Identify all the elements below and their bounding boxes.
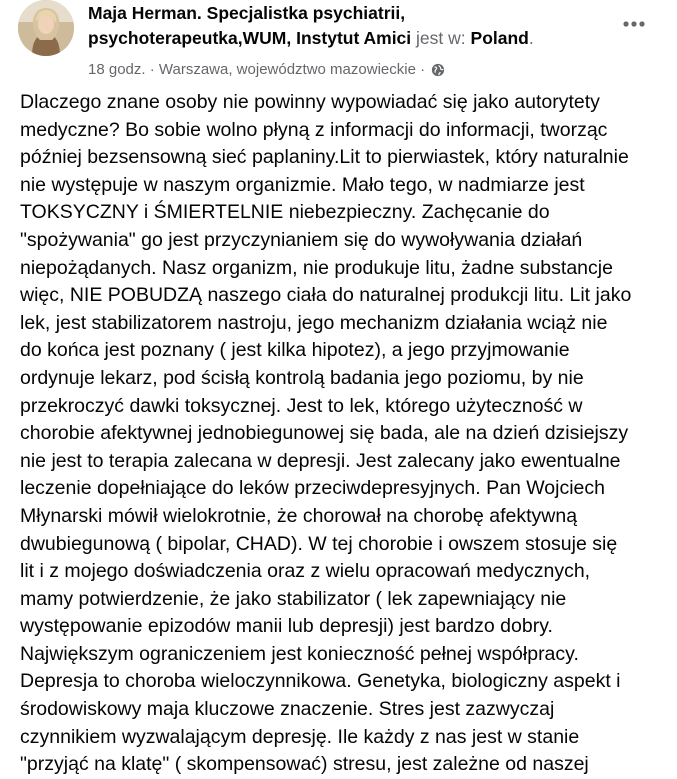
post-text-line: przekroczyć dawki toksycznej. Jest to lek, którego użyteczność w [20, 394, 583, 417]
post-text-line: "spożywania" go jest przyczynianiem się do wywoływania działań [20, 228, 583, 251]
more-horizontal-icon [623, 21, 645, 27]
post-location[interactable]: Warszawa, województwo mazowieckie [158, 61, 416, 79]
post-text-line: ordynuje lekarz, pod ścisłą kontrolą badania jego poziomu, by nie [20, 366, 584, 389]
globe-icon[interactable] [431, 63, 445, 77]
post-text-line: Depresja to choroba wieloczynnikowa. Genetyka, biologiczny aspekt i [20, 670, 621, 693]
post-text-line: lek, jest stabilizatorem nastroju, jego mechanizm działania wciąż nie [20, 311, 608, 334]
post-text-line: leczenie dopełniające do leków przeciwdepresyjnych. Pan Wojciech [20, 477, 605, 500]
post-text-line: środowiskowy maja kluczowe znaczenie. Stres jest zazwyczaj [20, 698, 555, 721]
post-text-line: do końca jest poznany ( jest kilka hipotez), a jego przyjmowanie [20, 339, 570, 362]
post-timestamp[interactable]: 18 godz. [88, 61, 146, 79]
post-text-line: lit i z mojego doświadczenia oraz z wielu opracowań medycznych, [20, 560, 591, 583]
post-text-line: mamy potwierdzenie, że jako stabilizator ( lek zapewniający nie [20, 587, 567, 610]
post-text-line: nie występuje w naszym organizmie. Mało tego, w nadmiarze jest [20, 173, 585, 196]
post-text-line: niepożądanych. Nasz organizm, nie produkuje litu, żadne substancje [20, 256, 613, 279]
place-suffix: . [528, 28, 534, 48]
post-text-line: TOKSYCZNY i ŚMIERTELNIE niebezpieczny. Zachęcanie do [20, 201, 550, 224]
post-header [0, 0, 677, 88]
post-text-line: Największym ograniczeniem jest konieczność pełnej współpracy. [20, 642, 579, 665]
post-text-line: Dlaczego znane osoby nie powinny wypowiadać się jako autorytety [20, 91, 600, 113]
post-text-line: później bezsensowną sieć paplaniny.Lit to pierwiastek, który naturalnie [20, 146, 629, 169]
post-text-line: dwubiegunową ( bipolar, CHAD). W tej chorobie i owszem stosuje się [20, 532, 618, 555]
post-text-line: czynnikiem wyzwalającym depresję. Ile każdy z nas jest w stanie [20, 725, 580, 748]
meta-separator: · [149, 61, 155, 79]
post-text-line: chorobie afektywnej jednobiegunowej się bada, ale na dzień dzisiejszy [20, 422, 629, 445]
post-text-line: medyczne? Bo sobie wolno płyną z informacji do informacji, tworząc [20, 118, 608, 141]
post-meta [88, 60, 445, 80]
post-text-line: "przyjąć na klatę" ( skompensować) stresu, jest zależne od naszej [20, 753, 589, 776]
place-name[interactable]: Poland [470, 28, 529, 48]
meta-separator-2: · [420, 61, 426, 79]
avatar[interactable] [18, 0, 74, 56]
post-text-line: Młynarski mówił wielokrotnie, że chorował na chorobę afektywną [20, 504, 578, 527]
post-text-line: więc, NIE POBUDZĄ naszego ciała do naturalnej produkcji litu. Lit jako [20, 284, 632, 307]
more-options-button[interactable] [614, 8, 654, 40]
post-text-line: występowanie epizodów manii lub depresji) jest bardzo dobry. [20, 615, 553, 638]
post-body [20, 89, 660, 779]
author-block [88, 1, 608, 51]
author-name[interactable]: Maja Herman. Specjalistka psychiatrii, psychoterapeutka,WUM, Instytut Amici [88, 3, 412, 48]
is-in-label: jest w: [416, 28, 466, 48]
post-text-line: nie jest to terapia zalecana w depresji. Jest zalecany jako ewentualne [20, 449, 621, 472]
